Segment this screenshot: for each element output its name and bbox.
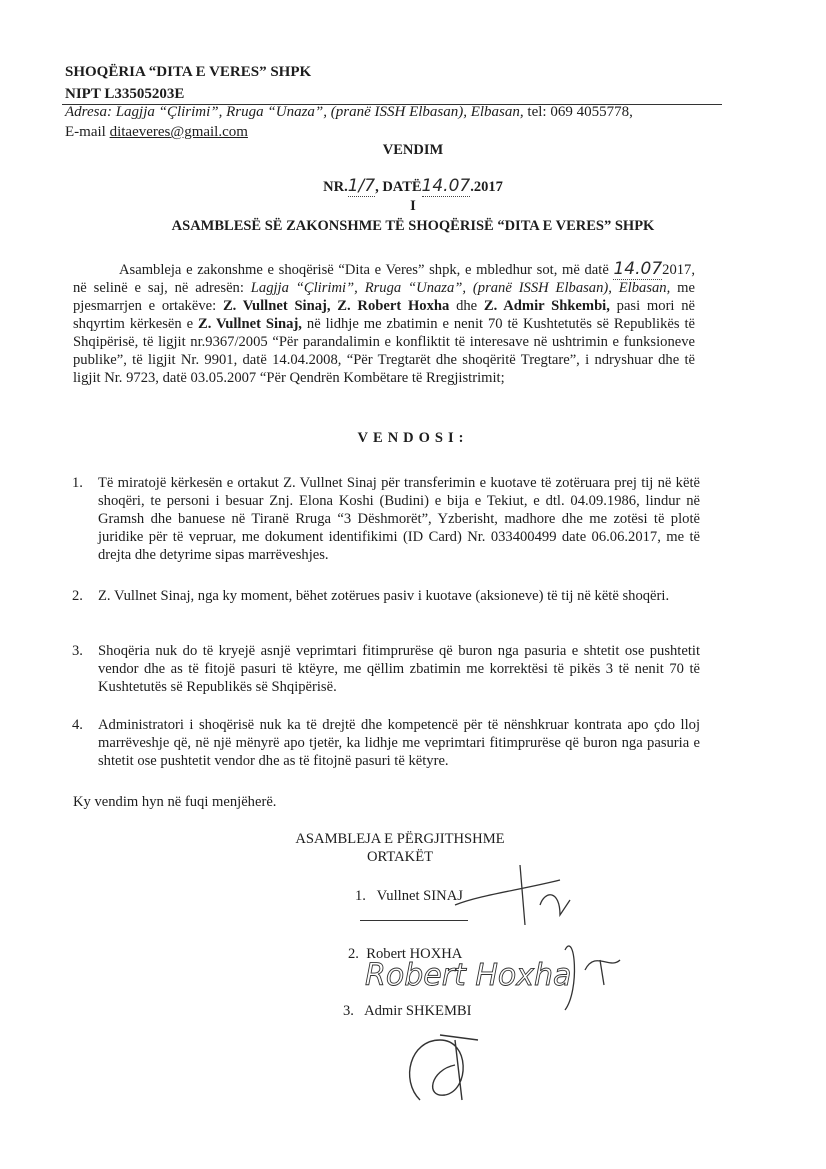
assembly-heading: ASAMBLEJA E PËRGJITHSHME — [295, 831, 505, 847]
address-phone: tel: 069 4055778, — [527, 104, 633, 120]
company-name: SHOQËRIA “DITA E VERES” SHPK — [65, 64, 312, 80]
item-number: 2. — [72, 588, 83, 604]
signature-2-scrawl — [565, 946, 620, 1010]
address-label: Adresa: — [65, 104, 112, 120]
address-text: Lagjja “Çlirimi”, Rruga “Unaza”, (pranë ISSH Elbasan), Elbasan, — [115, 104, 524, 120]
decision-number-handwritten: 1/7 — [347, 176, 376, 196]
item-number: 3. — [72, 643, 83, 659]
decision-date-handwritten: 14.07 — [421, 176, 471, 196]
assembly-title: ASAMBLESË SË ZAKONSHME TË SHOQËRISË “DITA E VERES” SHPK — [171, 218, 655, 234]
document-type: VENDIM — [382, 142, 444, 158]
signatory-number: 2. — [348, 946, 359, 962]
closing-statement: Ky vendim hyn në fuqi menjëherë. — [73, 794, 277, 810]
intro-text-3: me pjesmarrjen e ortakëve: — [73, 280, 695, 314]
signature-2-name: Robert Hoxha — [365, 958, 572, 993]
signatory-name: Vullnet SINAJ — [376, 888, 463, 904]
intro-text-4: dhe — [456, 298, 478, 314]
requester-name: Z. Vullnet Sinaj, — [198, 316, 302, 332]
meeting-place: Lagjja “Çlirimi”, Rruga “Unaza”, (pranë ISSH Elbasan), Elbasan, — [250, 280, 671, 296]
partner-admir: Z. Admir Shkembi, — [483, 298, 610, 314]
decision-year: .2017 — [470, 179, 503, 195]
item-text: Administratori i shoqërisë nuk ka të drejtë dhe kompetencë për të nënshkruar kontrata apo çdo lloj marrëveshje që, në një mënyrë apo tjetër, ka lidhje me veprimtari fitimprurëse që buron nga pasuria e shtetit ose pushtetit vendor dhe as të fitojnë pasuri të këtyre. — [98, 717, 700, 769]
signature-3-stroke — [410, 1035, 478, 1100]
intro-text-2: 2017, në selinë e saj, në adresën: — [73, 262, 695, 296]
partners-names: Z. Vullnet Sinaj, Z. Robert Hoxha — [222, 298, 450, 314]
nipt-number: NIPT L33505203E — [65, 86, 185, 102]
signatory-name: Robert HOXHA — [366, 946, 463, 962]
date-label: , DATË — [375, 179, 422, 195]
email-label: E-mail — [65, 124, 106, 140]
meeting-date-handwritten: 14.07 — [613, 259, 663, 279]
nr-label: NR. — [323, 179, 348, 195]
item-number: 1. — [72, 475, 83, 491]
partners-heading: ORTAKËT — [366, 849, 434, 865]
intro-text-6: në lidhje me zbatimin e nenit 70 të Kushtetutës së Republikës të Shqipërisë, të ligjit nr.9367/2005 “Për parandalimin e konfliktit të interesave në ushtrimin e funksioneve publike”, të ligjit Nr. 9901, datë 14.04.2008, “Për Tregtarët dhe shoqëritë Tregtare”, i ndryshuar dhe të ligjit Nr. 9723, datë 03.05.2007 “Për Qendrën Kombëtare të Rregjistrimit; — [73, 316, 695, 386]
signatory-number: 1. — [355, 888, 366, 904]
roman-numeral: I — [410, 198, 416, 214]
item-number: 4. — [72, 717, 83, 733]
signatory-number: 3. — [343, 1003, 354, 1019]
signature-1-stroke — [455, 865, 570, 925]
signatory-name: Admir SHKEMBI — [364, 1003, 472, 1019]
intro-text-5: pasi mori në shqyrtim kërkesën e — [73, 298, 696, 332]
email-address: ditaeveres@gmail.com — [109, 124, 248, 140]
decision-heading: VENDOSI: — [357, 430, 469, 446]
item-text: Z. Vullnet Sinaj, nga ky moment, bëhet zotërues pasiv i kuotave (aksioneve) të tij në këtë shoqëri. — [98, 588, 670, 604]
intro-text-1: Asambleja e zakonshme e shoqërisë “Dita e Veres” shpk, e mbledhur sot, më datë — [119, 262, 609, 278]
item-text: Shoqëria nuk do të kryejë asnjë veprimtari fitimprurëse që buron nga pasuria e shtetit ose pushtetit vendor dhe as të fitojë pasuri të ktëyre, me qëllim zbatimin me korrektësi të pikës 3 të nenit 70 të Kushtetutës së Republikës së Shqipërisë. — [98, 643, 700, 695]
item-text: Të miratojë kërkesën e ortakut Z. Vullnet Sinaj për transferimin e kuotave të zotëruara prej tij në këtë shoqëri, te personi i besuar Znj. Elona Koshi (Budini) e bija e Tekiut, e dtl. 04.09.1986, lindur në Gramsh dhe banuese në Tiranë Rruga “3 Dëshmorët”, Yzberisht, madhore dhe me zotësi të plotë juridike për të vepruar, me dokument identifikimi (ID Card) Nr. 033400499 date 06.06.2017, me të drejta dhe detyrime sipas marrëveshjes. — [98, 475, 700, 563]
